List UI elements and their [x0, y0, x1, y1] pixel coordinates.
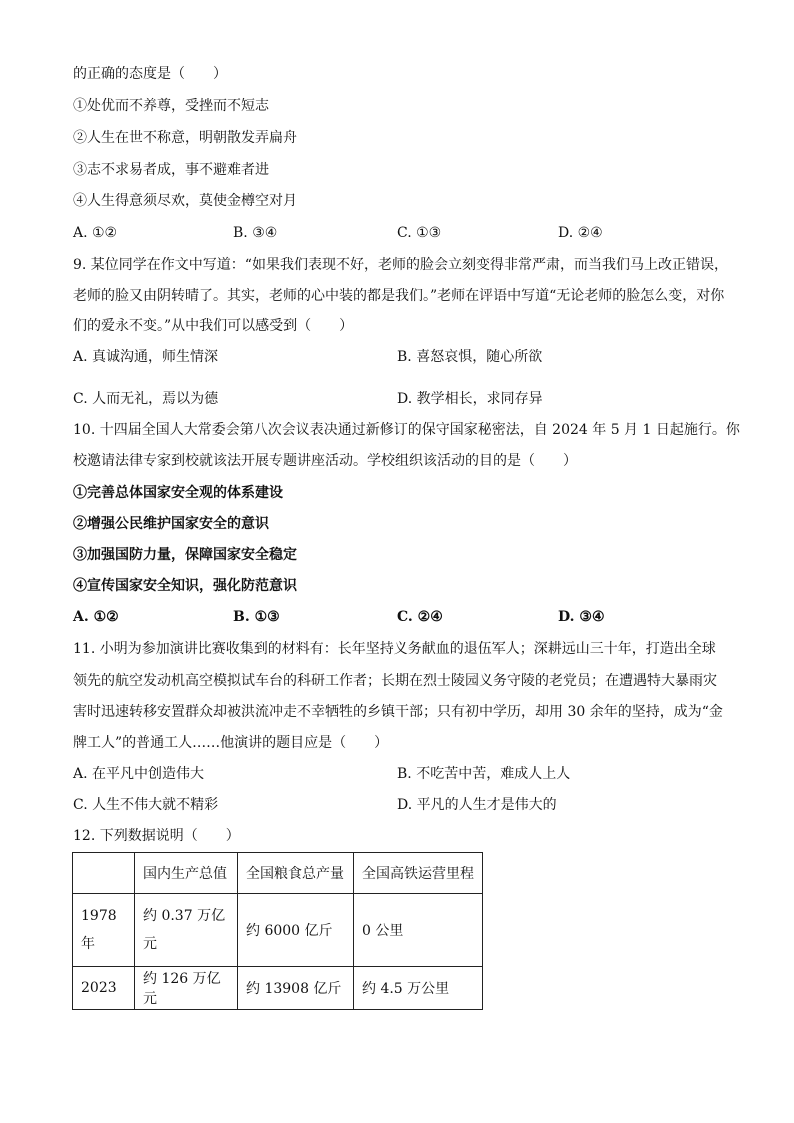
table-header-cell	[73, 853, 135, 894]
table-cell: 1978 年	[73, 894, 135, 967]
q11-stem-line-1: 11. 小明为参加演讲比赛收集到的材料有：长年坚持义务献血的退伍军人；深耕远山三十年，打造出全球	[73, 641, 716, 657]
table-cell: 约 4.5 万公里	[354, 967, 483, 1010]
q8-item-1: ①处优而不养尊，受挫而不短志	[73, 98, 269, 114]
q11-stem-line-3: 害时迅速转移安置群众却被洪流冲走不幸牺牲的乡镇干部；只有初中学历，却用 30 余年的坚持，成为“金	[73, 704, 723, 720]
table-cell: 约 6000 亿斤	[238, 894, 354, 967]
q9-option-c[interactable]: C. 人而无礼，焉以为德	[73, 391, 219, 407]
q10-option-b[interactable]: B. ①③	[233, 609, 280, 625]
q11-option-b[interactable]: B. 不吃苦中苦，难成人上人	[397, 766, 571, 782]
q8-item-3: ③志不求易者成，事不避难者进	[73, 162, 269, 178]
table-cell: 0 公里	[354, 894, 483, 967]
table-cell: 约 126 万亿元	[135, 967, 238, 1010]
q8-option-a[interactable]: A. ①②	[73, 225, 118, 241]
q11-option-a[interactable]: A. 在平凡中创造伟大	[73, 766, 205, 782]
table-header-cell: 全国高铁运营里程	[354, 853, 483, 894]
q11-stem-line-4: 牌工人”的普通工人……他演讲的题目应是（ ）	[73, 735, 389, 751]
q10-option-c[interactable]: C. ②④	[397, 609, 443, 625]
q11-option-d[interactable]: D. 平凡的人生才是伟大的	[397, 797, 557, 813]
table-cell: 2023	[73, 967, 135, 1010]
q9-option-d[interactable]: D. 教学相长，求同存异	[397, 391, 543, 407]
table-row	[73, 967, 483, 1010]
q10-stem-line-1: 10. 十四届全国人大常委会第八次会议表决通过新修订的保守国家秘密法，自 2024 年 5 月 1 日起施行。你	[73, 422, 740, 438]
q9-option-a[interactable]: A. 真诚沟通，师生情深	[73, 349, 219, 365]
q10-option-d[interactable]: D. ③④	[558, 609, 605, 625]
q9-stem-line-3: 们的爱永不变。”从中我们可以感受到（ ）	[73, 318, 354, 334]
table-header-cell: 全国粮食总产量	[238, 853, 354, 894]
q8-stem-tail: 的正确的态度是（ ）	[73, 66, 227, 82]
table-row	[73, 894, 483, 967]
q10-item-4: ④宣传国家安全知识，强化防范意识	[73, 578, 297, 594]
q10-item-3: ③加强国防力量，保障国家安全稳定	[73, 547, 297, 563]
q12-stem: 12. 下列数据说明（ ）	[73, 828, 240, 844]
q8-option-b[interactable]: B. ③④	[233, 225, 278, 241]
q11-option-c[interactable]: C. 人生不伟大就不精彩	[73, 797, 219, 813]
table-cell: 约 13908 亿斤	[238, 967, 354, 1010]
q8-item-2: ②人生在世不称意，明朝散发弄扁舟	[73, 130, 297, 146]
q9-option-b[interactable]: B. 喜怒哀惧，随心所欲	[397, 349, 543, 365]
table-header-row	[73, 853, 483, 894]
table-cell: 约 0.37 万亿元	[135, 894, 238, 967]
q12-data-table	[72, 852, 483, 1010]
q8-option-d[interactable]: D. ②④	[558, 225, 603, 241]
table-header-cell: 国内生产总值	[135, 853, 238, 894]
q9-stem-line-1: 9. 某位同学在作文中写道：“如果我们表现不好，老师的脸会立刻变得非常严肃，而当我们马上改正错误，	[73, 257, 728, 273]
q8-option-c[interactable]: C. ①③	[397, 225, 442, 241]
q8-item-4: ④人生得意须尽欢，莫使金樽空对月	[73, 193, 297, 209]
q9-stem-line-2: 老师的脸又由阴转晴了。其实，老师的心中装的都是我们。”老师在评语中写道“无论老师的脸怎么变，对你	[73, 288, 725, 304]
q10-stem-line-2: 校邀请法律专家到校就该法开展专题讲座活动。学校组织该活动的目的是（ ）	[73, 453, 577, 469]
q10-item-1: ①完善总体国家安全观的体系建设	[73, 485, 283, 501]
q11-stem-line-2: 领先的航空发动机高空模拟试车台的科研工作者；长期在烈士陵园义务守陵的老党员；在遭遇特大暴雨灾	[73, 673, 717, 689]
q10-option-a[interactable]: A. ①②	[73, 609, 119, 625]
q10-item-2: ②增强公民维护国家安全的意识	[73, 516, 269, 532]
